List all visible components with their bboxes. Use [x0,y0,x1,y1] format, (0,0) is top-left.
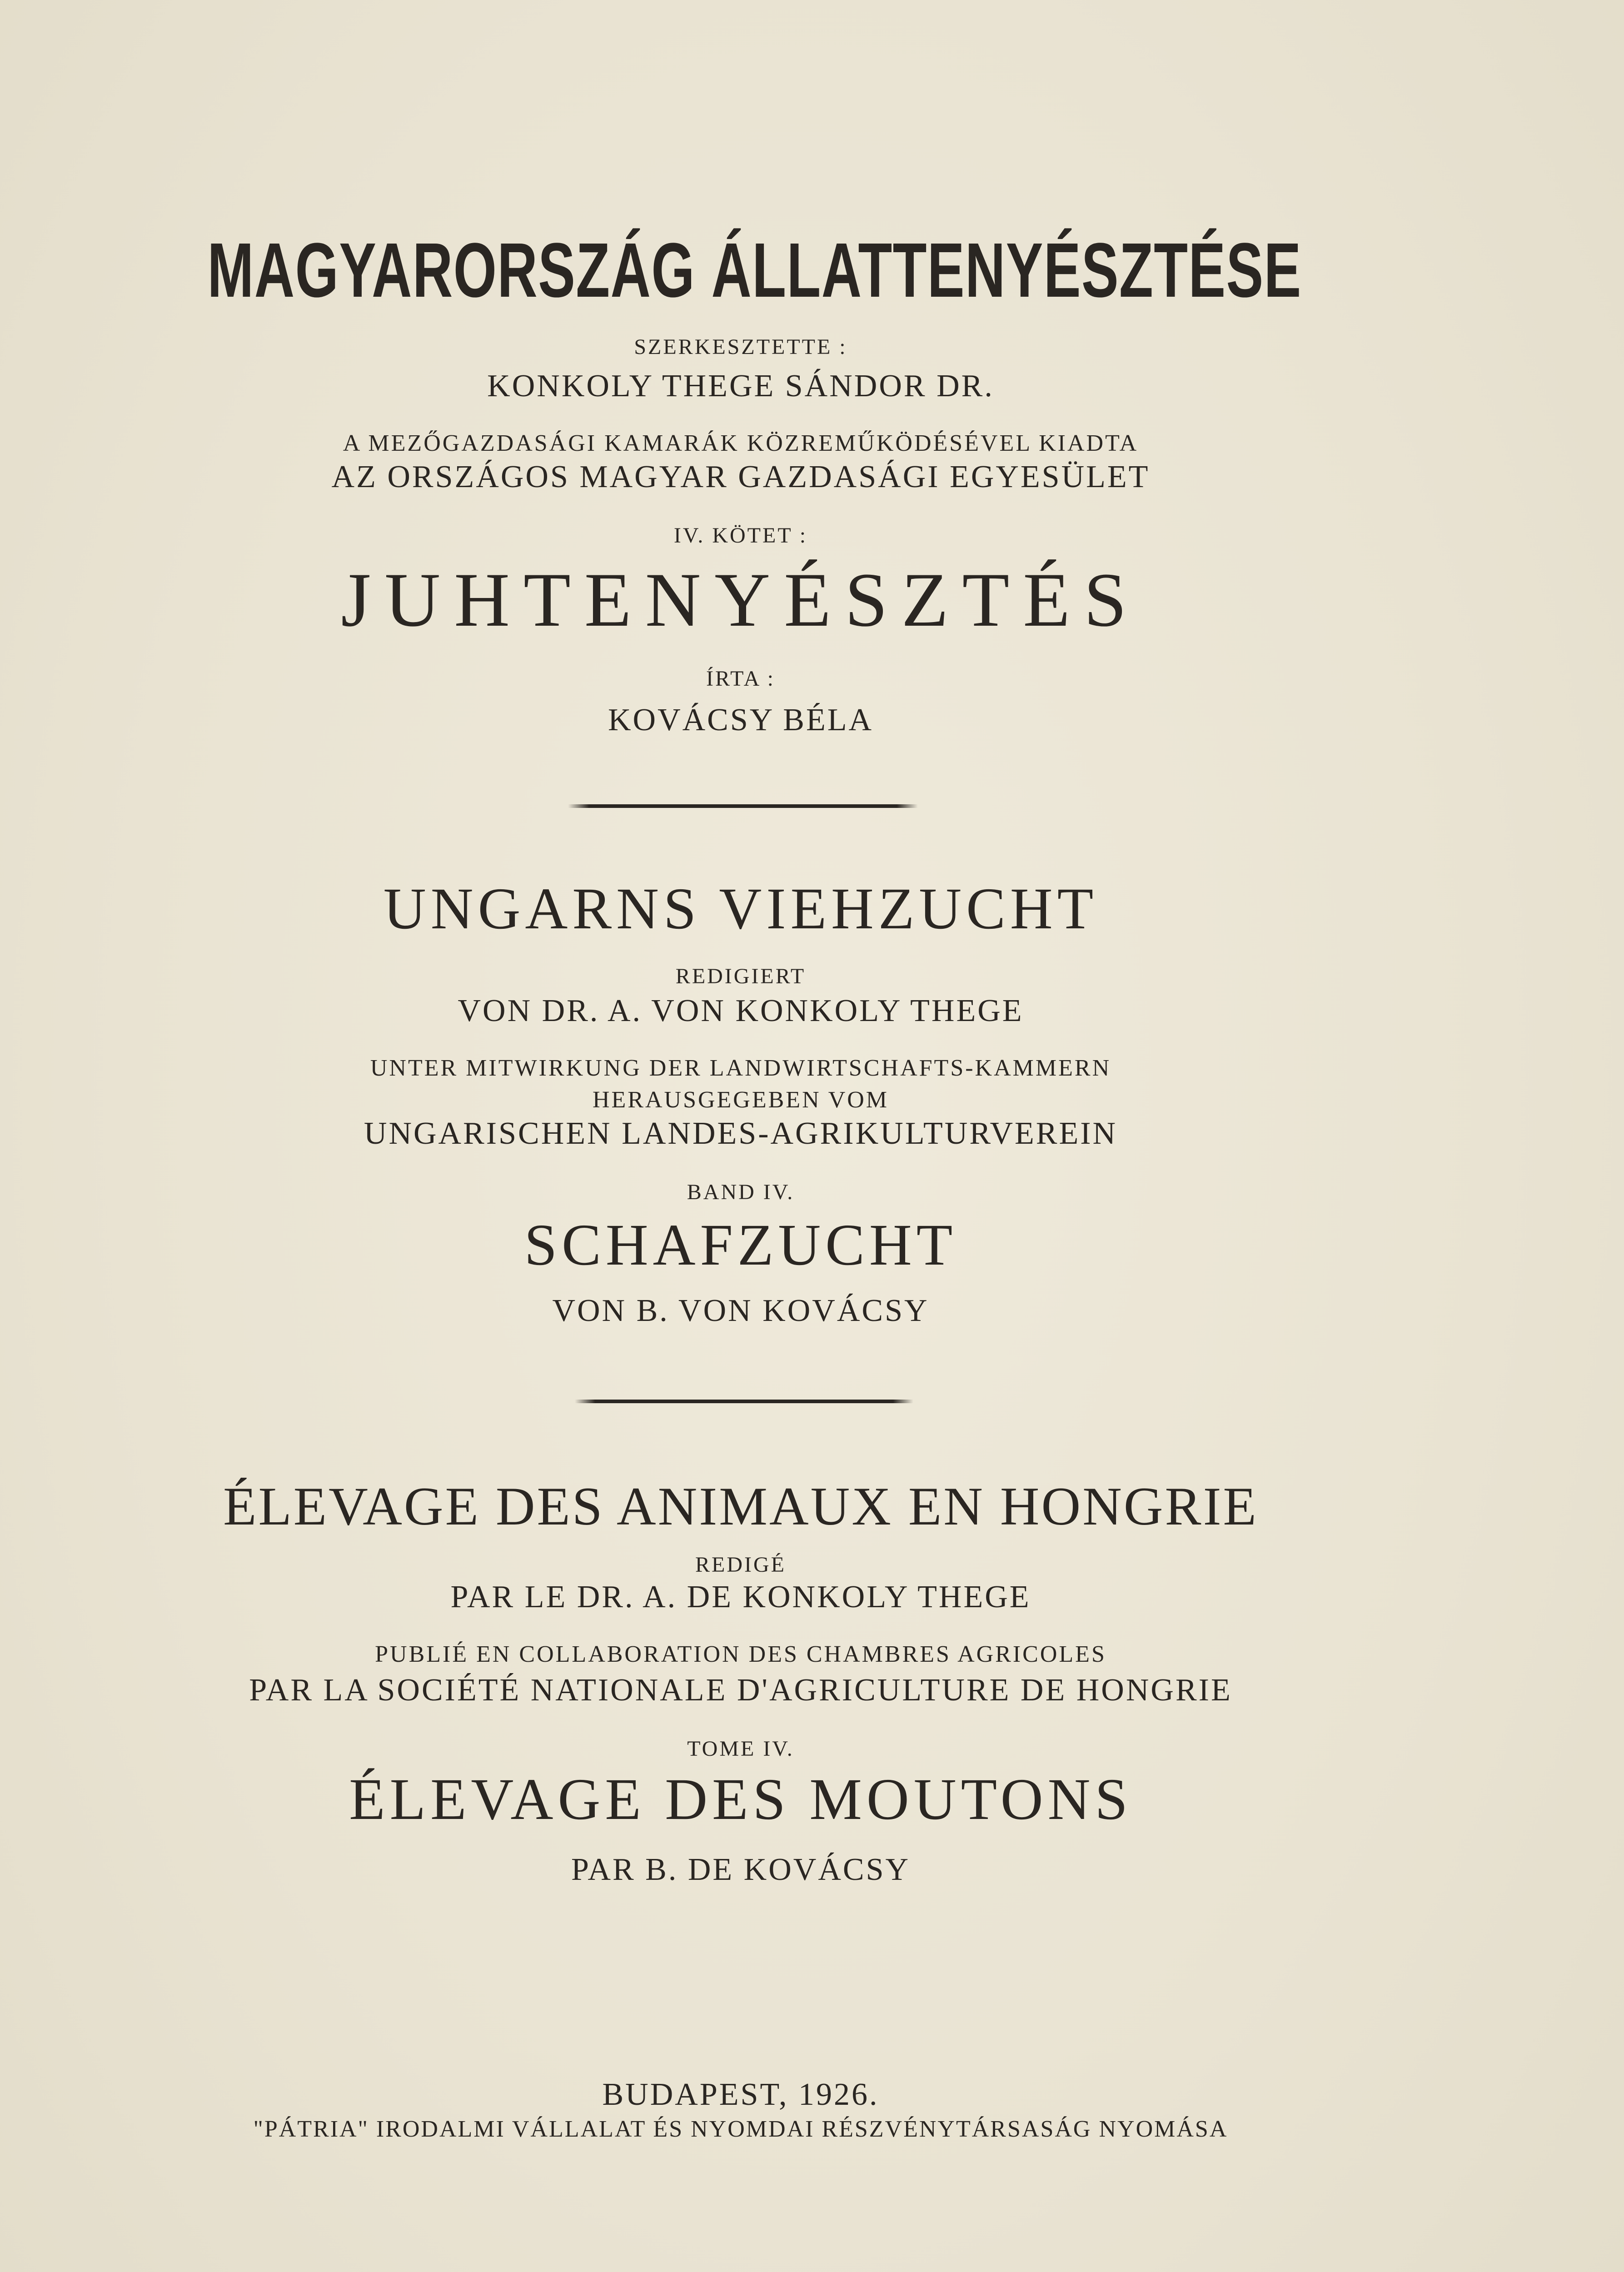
german-editor: VON DR. A. VON KONKOLY THEGE [458,993,1024,1028]
french-publisher-line1: PUBLIÉ EN COLLABORATION DES CHAMBRES AGRICOLES [375,1641,1106,1667]
german-volume-label: BAND IV. [687,1180,795,1204]
section-divider-2 [575,1400,913,1403]
hungarian-author-label: ÍRTA : [706,667,775,691]
hungarian-edited-label: SZERKESZTETTE : [634,335,847,359]
hungarian-volume-title: JUHTENYÉSZTÉS [341,557,1141,643]
german-main-title: UNGARNS VIEHZUCHT [383,876,1098,942]
section-divider-1 [568,804,918,808]
german-publisher-line3: UNGARISCHEN LANDES-AGRIKULTURVEREIN [364,1116,1118,1151]
french-volume-title: ÉLEVAGE DES MOUTONS [349,1767,1132,1832]
hungarian-editor: KONKOLY THEGE SÁNDOR DR. [487,369,994,404]
hungarian-publisher-line2: AZ ORSZÁGOS MAGYAR GAZDASÁGI EGYESÜLET [331,459,1150,494]
french-main-title: ÉLEVAGE DES ANIMAUX EN HONGRIE [223,1476,1258,1536]
imprint-place-year: BUDAPEST, 1926. [602,2077,879,2112]
hungarian-publisher-line1: A MEZŐGAZDASÁGI KAMARÁK KÖZREMŰKÖDÉSÉVEL KIADTA [343,430,1139,456]
german-author: VON B. VON KOVÁCSY [552,1293,929,1328]
german-edited-label: REDIGIERT [675,964,806,988]
french-publisher-line2: PAR LA SOCIÉTÉ NATIONALE D'AGRICULTURE DE HONGRIE [249,1673,1232,1708]
hungarian-volume-label: IV. KÖTET : [673,523,808,548]
french-volume-label: TOME IV. [687,1737,794,1761]
french-editor: PAR LE DR. A. DE KONKOLY THEGE [450,1579,1031,1614]
imprint-printer: "PÁTRIA" IRODALMI VÁLLALAT ÉS NYOMDAI RÉSZVÉNYTÁRSASÁG NYOMÁSA [253,2116,1228,2142]
german-volume-title: SCHAFZUCHT [524,1212,957,1278]
hungarian-author: KOVÁCSY BÉLA [608,703,874,737]
german-publisher-line1: UNTER MITWIRKUNG DER LANDWIRTSCHAFTS-KAMMERN [370,1055,1111,1081]
german-publisher-line2: HERAUSGEGEBEN VOM [592,1087,889,1113]
hungarian-main-title: MAGYARORSZÁG ÁLLATTENYÉSZTÉSE [207,227,1302,314]
french-author: PAR B. DE KOVÁCSY [571,1852,911,1887]
french-edited-label: REDIGÉ [695,1553,786,1577]
